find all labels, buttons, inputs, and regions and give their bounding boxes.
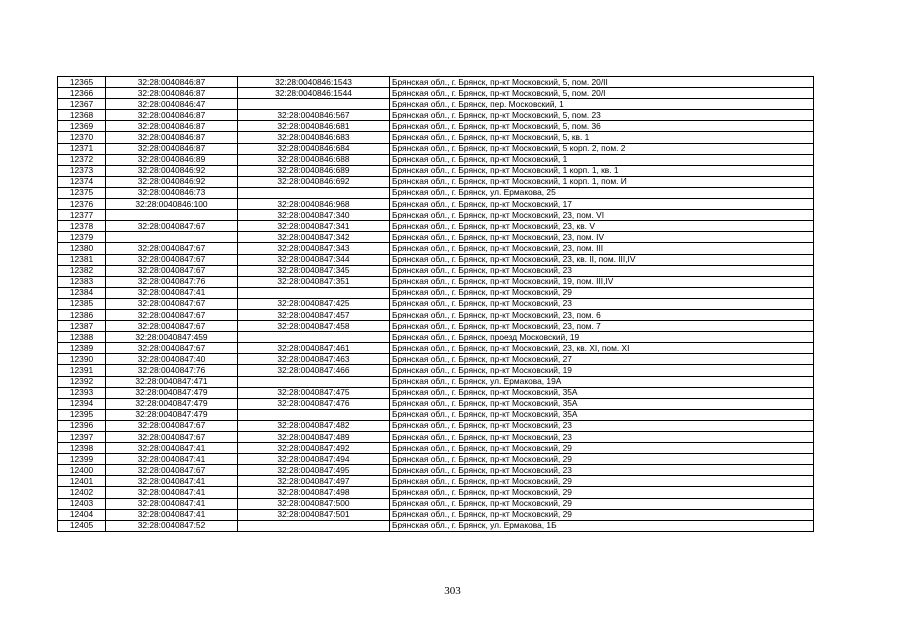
- row-number-cell: 12367: [58, 99, 106, 110]
- row-number-cell: 12366: [58, 88, 106, 99]
- table-row: [58, 498, 814, 509]
- row-number-cell: 12376: [58, 199, 106, 210]
- object-number-cell: 32:28:0040846:968: [238, 199, 390, 210]
- address-cell: Брянская обл., г. Брянск, пр-кт Московский, 23, пом. 6: [390, 309, 814, 320]
- parcel-number-cell: 32:28:0040847:67: [106, 298, 238, 309]
- row-number-cell: 12397: [58, 432, 106, 443]
- table-row: [58, 321, 814, 332]
- object-number-cell: 32:28:0040846:689: [238, 165, 390, 176]
- row-number-cell: 12381: [58, 254, 106, 265]
- table-row: [58, 332, 814, 343]
- object-number-cell: [238, 99, 390, 110]
- object-number-cell: [238, 409, 390, 420]
- object-number-cell: 32:28:0040847:497: [238, 476, 390, 487]
- address-cell: Брянская обл., г. Брянск, пр-кт Московский, 1: [390, 154, 814, 165]
- row-number-cell: 12386: [58, 309, 106, 320]
- row-number-cell: 12369: [58, 121, 106, 132]
- object-number-cell: 32:28:0040847:461: [238, 343, 390, 354]
- parcel-number-cell: 32:28:0040846:87: [106, 132, 238, 143]
- table-row: [58, 154, 814, 165]
- row-number-cell: 12365: [58, 77, 106, 88]
- object-number-cell: 32:28:0040847:495: [238, 465, 390, 476]
- parcel-number-cell: 32:28:0040847:459: [106, 332, 238, 343]
- row-number-cell: 12370: [58, 132, 106, 143]
- table-row: [58, 354, 814, 365]
- row-number-cell: 12377: [58, 210, 106, 221]
- object-number-cell: 32:28:0040847:458: [238, 321, 390, 332]
- object-number-cell: 32:28:0040847:463: [238, 354, 390, 365]
- address-cell: Брянская обл., г. Брянск, пр-кт Московский, 23: [390, 432, 814, 443]
- row-number-cell: 12382: [58, 265, 106, 276]
- object-number-cell: 32:28:0040846:683: [238, 132, 390, 143]
- table-row: [58, 176, 814, 187]
- parcel-number-cell: 32:28:0040846:87: [106, 77, 238, 88]
- object-number-cell: 32:28:0040846:688: [238, 154, 390, 165]
- address-cell: Брянская обл., г. Брянск, пр-кт Московский, 29: [390, 509, 814, 520]
- parcel-number-cell: [106, 232, 238, 243]
- table-row: [58, 476, 814, 487]
- row-number-cell: 12387: [58, 321, 106, 332]
- page-number: 303: [444, 585, 461, 597]
- table-row: [58, 143, 814, 154]
- address-cell: Брянская обл., г. Брянск, пр-кт Московский, 19, пом. III,IV: [390, 276, 814, 287]
- object-number-cell: 32:28:0040847:457: [238, 309, 390, 320]
- table-row: [58, 265, 814, 276]
- address-cell: Брянская обл., г. Брянск, пр-кт Московский, 23, пом. III: [390, 243, 814, 254]
- table-row: [58, 365, 814, 376]
- address-cell: Брянская обл., г. Брянск, пр-кт Московский, 29: [390, 487, 814, 498]
- address-cell: Брянская обл., г. Брянск, пр-кт Московский, 23, пом. VI: [390, 210, 814, 221]
- address-cell: Брянская обл., г. Брянск, пр-кт Московский, 23: [390, 420, 814, 431]
- address-cell: Брянская обл., г. Брянск, пр-кт Московский, 23, пом. IV: [390, 232, 814, 243]
- address-cell: Брянская обл., г. Брянск, ул. Ермакова, 1Б: [390, 520, 814, 531]
- object-number-cell: 32:28:0040847:351: [238, 276, 390, 287]
- parcel-number-cell: 32:28:0040847:67: [106, 420, 238, 431]
- row-number-cell: 12389: [58, 343, 106, 354]
- row-number-cell: 12405: [58, 520, 106, 531]
- row-number-cell: 12398: [58, 443, 106, 454]
- address-cell: Брянская обл., г. Брянск, пр-кт Московский, 29: [390, 287, 814, 298]
- object-number-cell: 32:28:0040847:340: [238, 210, 390, 221]
- table-row: [58, 110, 814, 121]
- row-number-cell: 12396: [58, 420, 106, 431]
- parcel-number-cell: 32:28:0040847:52: [106, 520, 238, 531]
- object-number-cell: 32:28:0040846:1543: [238, 77, 390, 88]
- row-number-cell: 12378: [58, 221, 106, 232]
- address-cell: Брянская обл., г. Брянск, пр-кт Московский, 1 корп. 1, пом. И: [390, 176, 814, 187]
- table-row: [58, 221, 814, 232]
- parcel-number-cell: 32:28:0040846:92: [106, 176, 238, 187]
- object-number-cell: [238, 187, 390, 198]
- address-cell: Брянская обл., г. Брянск, пр-кт Московский, 23, кв. V: [390, 221, 814, 232]
- object-number-cell: 32:28:0040847:500: [238, 498, 390, 509]
- address-cell: Брянская обл., г. Брянск, пр-кт Московский, 29: [390, 498, 814, 509]
- address-cell: Брянская обл., г. Брянск, проезд Московский, 19: [390, 332, 814, 343]
- object-number-cell: 32:28:0040847:343: [238, 243, 390, 254]
- address-cell: Брянская обл., г. Брянск, пр-кт Московский, 35А: [390, 409, 814, 420]
- table-row: [58, 443, 814, 454]
- address-cell: Брянская обл., г. Брянск, пр-кт Московский, 5, пом. 36: [390, 121, 814, 132]
- address-cell: Брянская обл., г. Брянск, пр-кт Московский, 29: [390, 443, 814, 454]
- address-cell: Брянская обл., г. Брянск, пр-кт Московский, 23: [390, 298, 814, 309]
- row-number-cell: 12371: [58, 143, 106, 154]
- address-cell: Брянская обл., г. Брянск, пр-кт Московский, 23: [390, 265, 814, 276]
- parcel-number-cell: 32:28:0040847:40: [106, 354, 238, 365]
- row-number-cell: 12395: [58, 409, 106, 420]
- row-number-cell: 12399: [58, 454, 106, 465]
- row-number-cell: 12383: [58, 276, 106, 287]
- row-number-cell: 12392: [58, 376, 106, 387]
- table-row: [58, 520, 814, 531]
- table-row: [58, 132, 814, 143]
- address-cell: Брянская обл., г. Брянск, пр-кт Московский, 19: [390, 365, 814, 376]
- row-number-cell: 12385: [58, 298, 106, 309]
- table-row: [58, 343, 814, 354]
- object-number-cell: 32:28:0040847:344: [238, 254, 390, 265]
- table-row: [58, 276, 814, 287]
- table-row: [58, 254, 814, 265]
- table-row: [58, 420, 814, 431]
- row-number-cell: 12403: [58, 498, 106, 509]
- object-number-cell: 32:28:0040847:494: [238, 454, 390, 465]
- table-row: [58, 309, 814, 320]
- object-number-cell: 32:28:0040847:466: [238, 365, 390, 376]
- object-number-cell: 32:28:0040846:567: [238, 110, 390, 121]
- parcel-number-cell: 32:28:0040847:76: [106, 365, 238, 376]
- parcel-number-cell: 32:28:0040847:479: [106, 398, 238, 409]
- parcel-number-cell: 32:28:0040847:41: [106, 509, 238, 520]
- object-number-cell: [238, 287, 390, 298]
- parcel-number-cell: 32:28:0040847:41: [106, 487, 238, 498]
- parcel-number-cell: 32:28:0040847:67: [106, 343, 238, 354]
- parcel-number-cell: 32:28:0040847:67: [106, 321, 238, 332]
- parcel-number-cell: 32:28:0040846:89: [106, 154, 238, 165]
- address-cell: Брянская обл., г. Брянск, пр-кт Московский, 5, пом. 20/I: [390, 88, 814, 99]
- address-cell: Брянская обл., г. Брянск, пр-кт Московский, 1 корп. 1, кв. 1: [390, 165, 814, 176]
- address-cell: Брянская обл., г. Брянск, пр-кт Московский, 35А: [390, 387, 814, 398]
- address-cell: Брянская обл., г. Брянск, пр-кт Московский, 5, кв. 1: [390, 132, 814, 143]
- table-row: [58, 432, 814, 443]
- object-number-cell: 32:28:0040847:345: [238, 265, 390, 276]
- table-row: [58, 210, 814, 221]
- parcel-number-cell: 32:28:0040847:67: [106, 243, 238, 254]
- parcel-number-cell: 32:28:0040847:67: [106, 265, 238, 276]
- parcel-number-cell: 32:28:0040846:87: [106, 143, 238, 154]
- parcel-number-cell: 32:28:0040846:87: [106, 88, 238, 99]
- table-row: [58, 465, 814, 476]
- table-row: [58, 398, 814, 409]
- address-cell: Брянская обл., г. Брянск, пр-кт Московский, 23: [390, 465, 814, 476]
- table-row: [58, 376, 814, 387]
- object-number-cell: [238, 376, 390, 387]
- object-number-cell: 32:28:0040847:492: [238, 443, 390, 454]
- table-row: [58, 77, 814, 88]
- object-number-cell: [238, 332, 390, 343]
- object-number-cell: 32:28:0040847:475: [238, 387, 390, 398]
- address-cell: Брянская обл., г. Брянск, пр-кт Московский, 27: [390, 354, 814, 365]
- address-cell: Брянская обл., г. Брянск, пр-кт Московский, 23, кв. II, пом. III,IV: [390, 254, 814, 265]
- object-number-cell: 32:28:0040847:489: [238, 432, 390, 443]
- table-row: [58, 232, 814, 243]
- address-cell: Брянская обл., г. Брянск, ул. Ермакова, 19А: [390, 376, 814, 387]
- address-cell: Брянская обл., г. Брянск, пр-кт Московский, 35А: [390, 398, 814, 409]
- row-number-cell: 12388: [58, 332, 106, 343]
- object-number-cell: 32:28:0040847:476: [238, 398, 390, 409]
- table-row: [58, 199, 814, 210]
- table-row: [58, 121, 814, 132]
- row-number-cell: 12384: [58, 287, 106, 298]
- object-number-cell: 32:28:0040847:342: [238, 232, 390, 243]
- parcel-number-cell: 32:28:0040847:67: [106, 254, 238, 265]
- row-number-cell: 12400: [58, 465, 106, 476]
- row-number-cell: 12401: [58, 476, 106, 487]
- object-number-cell: 32:28:0040846:684: [238, 143, 390, 154]
- row-number-cell: 12379: [58, 232, 106, 243]
- address-cell: Брянская обл., г. Брянск, пр-кт Московский, 29: [390, 454, 814, 465]
- table-row: [58, 287, 814, 298]
- parcel-number-cell: 32:28:0040847:479: [106, 409, 238, 420]
- parcel-number-cell: 32:28:0040847:41: [106, 498, 238, 509]
- object-number-cell: [238, 520, 390, 531]
- parcel-number-cell: 32:28:0040846:92: [106, 165, 238, 176]
- object-number-cell: 32:28:0040847:501: [238, 509, 390, 520]
- address-cell: Брянская обл., г. Брянск, пр-кт Московский, 23, пом. 7: [390, 321, 814, 332]
- row-number-cell: 12373: [58, 165, 106, 176]
- object-number-cell: 32:28:0040846:681: [238, 121, 390, 132]
- parcel-number-cell: 32:28:0040847:67: [106, 465, 238, 476]
- table-row: [58, 409, 814, 420]
- table-row: [58, 99, 814, 110]
- table-row: [58, 387, 814, 398]
- parcel-number-cell: 32:28:0040847:41: [106, 443, 238, 454]
- parcel-number-cell: 32:28:0040846:47: [106, 99, 238, 110]
- parcel-number-cell: [106, 210, 238, 221]
- row-number-cell: 12404: [58, 509, 106, 520]
- address-cell: Брянская обл., г. Брянск, ул. Ермакова, 25: [390, 187, 814, 198]
- address-cell: Брянская обл., г. Брянск, пр-кт Московский, 29: [390, 476, 814, 487]
- parcel-number-cell: 32:28:0040847:479: [106, 387, 238, 398]
- parcel-number-cell: 32:28:0040847:41: [106, 287, 238, 298]
- row-number-cell: 12372: [58, 154, 106, 165]
- parcel-number-cell: 32:28:0040846:100: [106, 199, 238, 210]
- parcel-number-cell: 32:28:0040847:76: [106, 276, 238, 287]
- table-row: [58, 243, 814, 254]
- table-row: [58, 509, 814, 520]
- parcel-number-cell: 32:28:0040847:67: [106, 309, 238, 320]
- row-number-cell: 12394: [58, 398, 106, 409]
- address-cell: Брянская обл., г. Брянск, пр-кт Московский, 17: [390, 199, 814, 210]
- object-number-cell: 32:28:0040846:692: [238, 176, 390, 187]
- parcel-number-cell: 32:28:0040847:471: [106, 376, 238, 387]
- parcel-number-cell: 32:28:0040847:67: [106, 432, 238, 443]
- address-cell: Брянская обл., г. Брянск, пр-кт Московский, 5 корп. 2, пом. 2: [390, 143, 814, 154]
- parcel-number-cell: 32:28:0040847:41: [106, 454, 238, 465]
- registry-table: [57, 76, 814, 532]
- parcel-number-cell: 32:28:0040846:87: [106, 110, 238, 121]
- address-cell: Брянская обл., г. Брянск, пр-кт Московский, 5, пом. 20/II: [390, 77, 814, 88]
- row-number-cell: 12368: [58, 110, 106, 121]
- row-number-cell: 12390: [58, 354, 106, 365]
- parcel-number-cell: 32:28:0040846:87: [106, 121, 238, 132]
- row-number-cell: 12374: [58, 176, 106, 187]
- table-row: [58, 487, 814, 498]
- object-number-cell: 32:28:0040847:341: [238, 221, 390, 232]
- table-row: [58, 88, 814, 99]
- row-number-cell: 12375: [58, 187, 106, 198]
- object-number-cell: 32:28:0040847:482: [238, 420, 390, 431]
- address-cell: Брянская обл., г. Брянск, пер. Московский, 1: [390, 99, 814, 110]
- parcel-number-cell: 32:28:0040847:67: [106, 221, 238, 232]
- object-number-cell: 32:28:0040846:1544: [238, 88, 390, 99]
- address-cell: Брянская обл., г. Брянск, пр-кт Московский, 5, пом. 23: [390, 110, 814, 121]
- row-number-cell: 12380: [58, 243, 106, 254]
- registry-table-body: [58, 77, 814, 532]
- object-number-cell: 32:28:0040847:425: [238, 298, 390, 309]
- row-number-cell: 12402: [58, 487, 106, 498]
- object-number-cell: 32:28:0040847:498: [238, 487, 390, 498]
- table-row: [58, 298, 814, 309]
- parcel-number-cell: 32:28:0040847:41: [106, 476, 238, 487]
- table-row: [58, 454, 814, 465]
- row-number-cell: 12393: [58, 387, 106, 398]
- table-row: [58, 165, 814, 176]
- table-row: [58, 187, 814, 198]
- parcel-number-cell: 32:28:0040846:73: [106, 187, 238, 198]
- address-cell: Брянская обл., г. Брянск, пр-кт Московский, 23, кв. XI, пом. XI: [390, 343, 814, 354]
- row-number-cell: 12391: [58, 365, 106, 376]
